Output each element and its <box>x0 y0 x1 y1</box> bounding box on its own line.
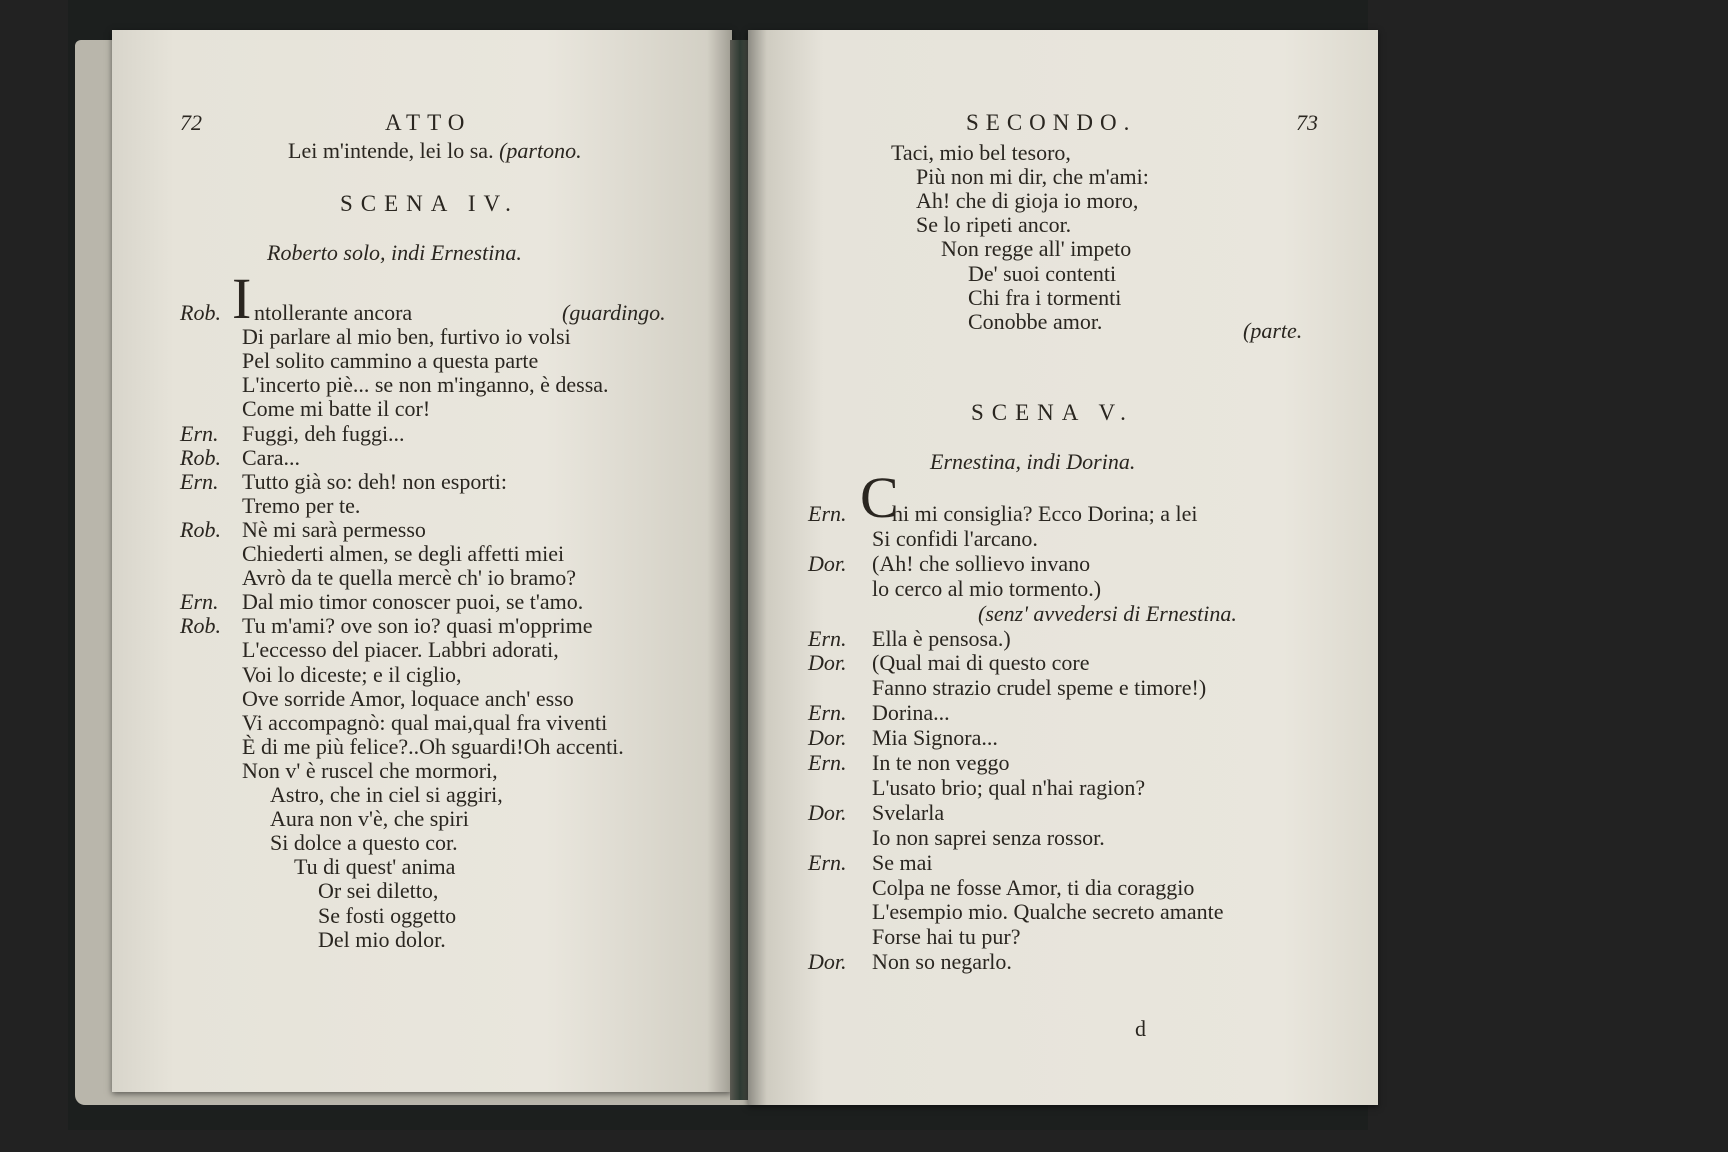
stage-direction: (senz' avvedersi di Ernestina. <box>978 600 1237 626</box>
speaker-label: Dor. <box>808 550 847 576</box>
dialogue-line: (Ah! che sollievo invano <box>872 550 1091 576</box>
dialogue-line: Vi accompagnò: qual mai,qual fra viventi <box>242 709 608 735</box>
dialogue-line: Se mai <box>872 849 933 875</box>
left-page <box>112 30 732 1092</box>
dialogue-line: Pel solito cammino a questa parte <box>242 348 539 374</box>
dialogue-line: Del mio dolor. <box>318 926 446 952</box>
dialogue-line: L'esempio mio. Qualche secreto amante <box>872 899 1224 925</box>
dialogue-line: È di me più felice?..Oh sguardi!Oh accenti. <box>242 733 624 759</box>
dialogue-line: Astro, che in ciel si aggiri, <box>270 782 503 807</box>
page-number: 72 <box>180 110 202 135</box>
dialogue-line: Dal mio timor conoscer puoi, se t'amo. <box>242 589 584 615</box>
dialogue-line: Forse hai tu pur? <box>872 924 1021 950</box>
dialogue-line: Io non saprei senza rossor. <box>872 824 1105 850</box>
speaker-label: Ern. <box>180 589 219 615</box>
dialogue-line: Fuggi, deh fuggi... <box>242 420 405 446</box>
scene-heading: SCENA IV. <box>340 191 519 216</box>
dialogue-line: Chiederti almen, se degli affetti miei <box>242 541 565 566</box>
drop-cap: I <box>232 266 252 331</box>
signature-mark: d <box>1135 1016 1146 1041</box>
dialogue-line: Si confidi l'arcano. <box>872 525 1038 551</box>
dialogue-line: Svelarla <box>872 799 945 825</box>
dialogue-line: hi mi consiglia? Ecco Dorina; a lei <box>892 501 1198 526</box>
dialogue-line: Avrò da te quella mercè ch' io bramo? <box>242 565 577 591</box>
dialogue-line: Nè mi sarà permesso <box>242 516 426 542</box>
dialogue-line: L'usato brio; qual n'hai ragion? <box>872 774 1146 800</box>
stage-direction: (guardingo. <box>562 300 666 325</box>
verse-line: Se lo ripeti ancor. <box>916 212 1072 238</box>
dialogue-line: Tremo per te. <box>242 492 361 518</box>
speaker-label: Ern. <box>180 420 219 446</box>
dialogue-line: Ove sorride Amor, loquace anch' esso <box>242 685 574 711</box>
speaker-label: Dor. <box>808 949 847 975</box>
speaker-label: Rob. <box>180 300 221 325</box>
speaker-label: Ern. <box>808 700 847 726</box>
speaker-label: Rob. <box>180 444 221 470</box>
verse-line: Chi fra i tormenti <box>968 284 1122 310</box>
speaker-label: Rob. <box>180 516 221 542</box>
dialogue-line: Come mi batte il cor! <box>242 396 431 422</box>
speaker-label: Ern. <box>808 625 847 651</box>
dialogue-line: Non v' è ruscel che mormori, <box>242 757 498 783</box>
verse-line: Conobbe amor. <box>968 308 1103 334</box>
dialogue-line: Fanno strazio crudel speme e timore!) <box>872 675 1207 701</box>
dialogue-line: Si dolce a questo cor. <box>270 830 458 856</box>
dialogue-line: Or sei diletto, <box>318 878 439 904</box>
verse-line: Taci, mio bel tesoro, <box>891 140 1071 165</box>
drop-cap: C <box>860 465 899 530</box>
speaker-label: Dor. <box>808 799 847 825</box>
verse-line: Non regge all' impeto <box>941 236 1132 262</box>
dialogue-line: Tu m'ami? ove son io? quasi m'opprime <box>242 613 593 639</box>
dialogue-line: L'incerto piè... se non m'inganno, è dessa. <box>242 372 609 398</box>
verse-line: Più non mi dir, che m'ami: <box>916 164 1149 190</box>
speaker-label: Rob. <box>180 613 221 639</box>
scene-heading: SCENA V. <box>971 400 1134 425</box>
speaker-label: Ern. <box>808 849 847 875</box>
book-spine <box>730 40 750 1100</box>
speaker-label: Ern. <box>808 750 847 775</box>
stage-direction: Ernestina, indi Dorina. <box>930 449 1136 474</box>
dialogue-line: Ella è pensosa.) <box>872 625 1011 651</box>
closing-line: Lei m'intende, lei lo sa. (partono. <box>288 138 582 163</box>
running-head: ATTO <box>385 110 472 135</box>
dialogue-line: Se fosti oggetto <box>318 902 457 928</box>
dialogue-line: Tu di quest' anima <box>294 854 456 880</box>
dialogue-line: (Qual mai di questo core <box>872 650 1090 676</box>
exit-direction: (parte. <box>1243 318 1303 343</box>
dialogue-line: Di parlare al mio ben, furtivo io volsi <box>242 324 571 350</box>
stage-direction: Roberto solo, indi Ernestina. <box>267 240 522 265</box>
speaker-label: Ern. <box>808 501 847 526</box>
dialogue-line: Cara... <box>242 444 301 470</box>
speaker-label: Ern. <box>180 468 219 494</box>
dialogue-line: Voi lo diceste; e il ciglio, <box>242 661 462 687</box>
dialogue-line: Colpa ne fosse Amor, ti dia coraggio <box>872 874 1195 900</box>
dialogue-line: L'eccesso del piacer. Labbri adorati, <box>242 637 559 663</box>
dialogue-line: Non so negarlo. <box>872 949 1012 975</box>
running-head: SECONDO. <box>966 110 1137 135</box>
verse-line: De' suoi contenti <box>968 260 1117 286</box>
dialogue-line: Dorina... <box>872 700 950 726</box>
speaker-label: Dor. <box>808 650 847 676</box>
page-number: 73 <box>1296 110 1318 135</box>
dialogue-line: lo cerco al mio tormento.) <box>872 575 1102 601</box>
dialogue-line: Aura non v'è, che spiri <box>270 806 469 832</box>
dialogue-line: Tutto già so: deh! non esporti: <box>242 468 508 494</box>
dialogue-line: ntollerante ancora <box>254 300 413 325</box>
speaker-label: Dor. <box>808 725 847 751</box>
dialogue-line: In te non veggo <box>872 750 1010 775</box>
right-page <box>748 30 1378 1105</box>
verse-line: Ah! che di gioja io moro, <box>916 188 1139 214</box>
dialogue-line: Mia Signora... <box>872 725 998 751</box>
